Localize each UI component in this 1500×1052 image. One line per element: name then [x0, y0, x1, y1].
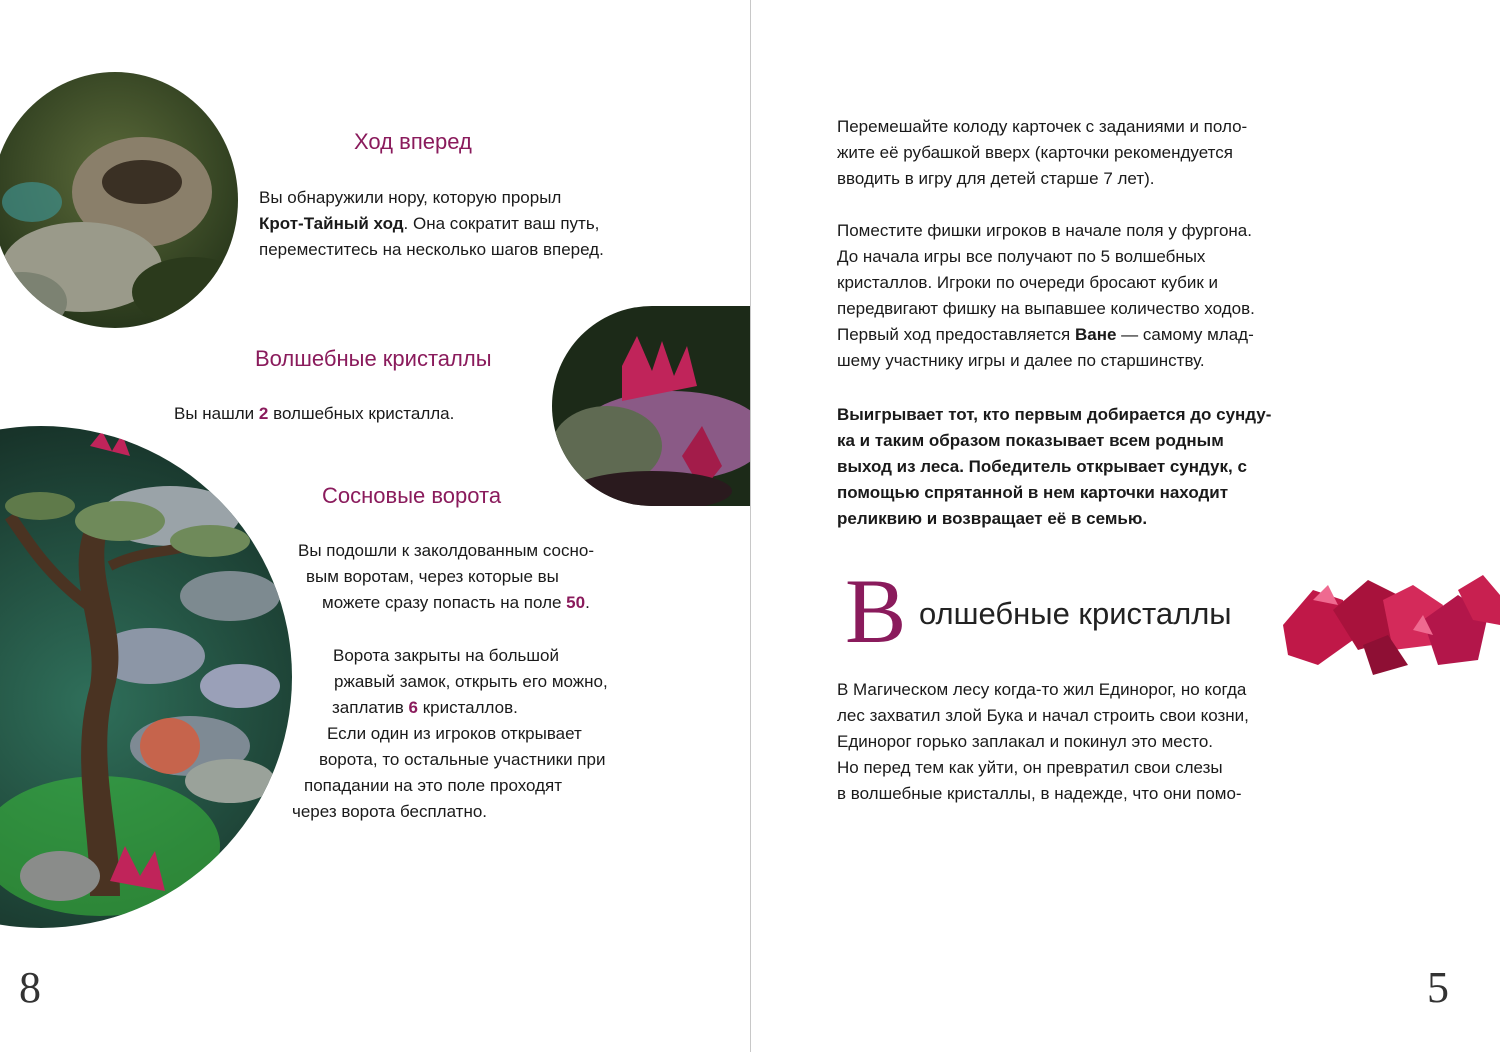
text-line: лес захватил злой Бука и начал строить свои козни, — [837, 706, 1249, 725]
text-line: жите её рубашкой вверх (карточки рекомендуется — [837, 143, 1233, 162]
move-forward-text — [259, 185, 604, 263]
text-line: вым воротам, через которые вы — [306, 567, 559, 586]
highlight-number: 6 — [408, 698, 418, 717]
text-line: вводить в игру для детей старше 7 лет). — [837, 169, 1155, 188]
text-line: кристаллов. Игроки по очереди бросают кубик и — [837, 273, 1219, 292]
text-line: заплатив 6 кристаллов. — [332, 698, 518, 717]
text-line: ржавый замок, открыть его можно, — [334, 672, 608, 691]
crystals-legend-text — [837, 677, 1249, 807]
crystal-stone-illustration — [552, 306, 750, 506]
text-line: через ворота бесплатно. — [292, 802, 488, 821]
heading-pine-gates: Сосновые ворота — [322, 483, 502, 508]
rules-para-3-win — [837, 402, 1271, 532]
rules-para-1 — [837, 114, 1247, 192]
heading-move-forward: Ход вперед — [354, 129, 472, 154]
burrow-illustration — [0, 72, 238, 328]
rules-para-2 — [837, 218, 1255, 374]
text-line: Вы нашли 2 волшебных кристалла. — [174, 404, 455, 423]
text-line: ворота, то остальные участники при — [319, 750, 606, 769]
section-dropcap: В — [845, 560, 907, 662]
text-line: Перемешайте колоду карточек с заданиями и поло- — [837, 117, 1248, 136]
right-page — [751, 0, 1500, 1052]
page-number-left: 8 — [19, 963, 41, 1012]
text-line: ка и таким образом показывает всем родным — [837, 431, 1224, 450]
text-line: Крот-Тайный ход. Она сократит ваш путь, — [259, 214, 600, 233]
magic-crystals-text — [174, 401, 454, 427]
crystal-cluster-decoration — [1273, 570, 1500, 680]
text-line: Поместите фишки игроков в начале поля у фургона. — [837, 221, 1252, 240]
text-line: шему участнику игры и далее по старшинству. — [837, 351, 1205, 370]
text-line: помощью спрятанной в нем карточки находит — [837, 483, 1229, 502]
text-line: В Магическом лесу когда-то жил Единорог, но когда — [837, 680, 1247, 699]
pine-gates-text-1 — [0, 538, 750, 616]
text-line: Выигрывает тот, кто первым добирается до сунду- — [837, 405, 1272, 424]
text-line: реликвию и возвращает её в семью. — [837, 509, 1148, 528]
text-line: переместитесь на несколько шагов вперед. — [259, 240, 604, 259]
text-line: До начала игры все получают по 5 волшебных — [837, 247, 1206, 266]
pine-gates-text-2 — [0, 643, 750, 825]
highlight-number: 2 — [258, 404, 269, 423]
text-line: Если один из игроков открывает — [327, 724, 582, 743]
text-line: выход из леса. Победитель открывает сундук, с — [837, 457, 1247, 476]
text-line: в волшебные кристаллы, в надежде, что они помо- — [837, 784, 1242, 803]
bold-name: Ване — [1074, 325, 1117, 344]
text-line: Ворота закрыты на большой — [333, 646, 559, 665]
section-title: олшебные кристаллы — [919, 596, 1232, 631]
page-number-right: 5 — [1427, 963, 1449, 1012]
text-line: можете сразу попасть на поле 50. — [322, 593, 590, 612]
text-line: Но перед тем как уйти, он превратил свои слезы — [837, 758, 1223, 777]
heading-magic-crystals: Волшебные кристаллы — [255, 346, 492, 371]
text-line: Единорог горько заплакал и покинул это место. — [837, 732, 1214, 751]
text-line: попадании на это поле проходят — [304, 776, 563, 795]
bold-term: Крот-Тайный ход — [259, 214, 404, 233]
text-line: передвигают фишку на выпавшее количество ходов. — [837, 299, 1255, 318]
text-line: Вы подошли к заколдованным сосно- — [298, 541, 594, 560]
text-line: Первый ход предоставляется Ване — самому млад- — [837, 325, 1254, 344]
highlight-number: 50 — [566, 593, 586, 612]
text-line: Вы обнаружили нору, которую прорыл — [259, 188, 562, 207]
